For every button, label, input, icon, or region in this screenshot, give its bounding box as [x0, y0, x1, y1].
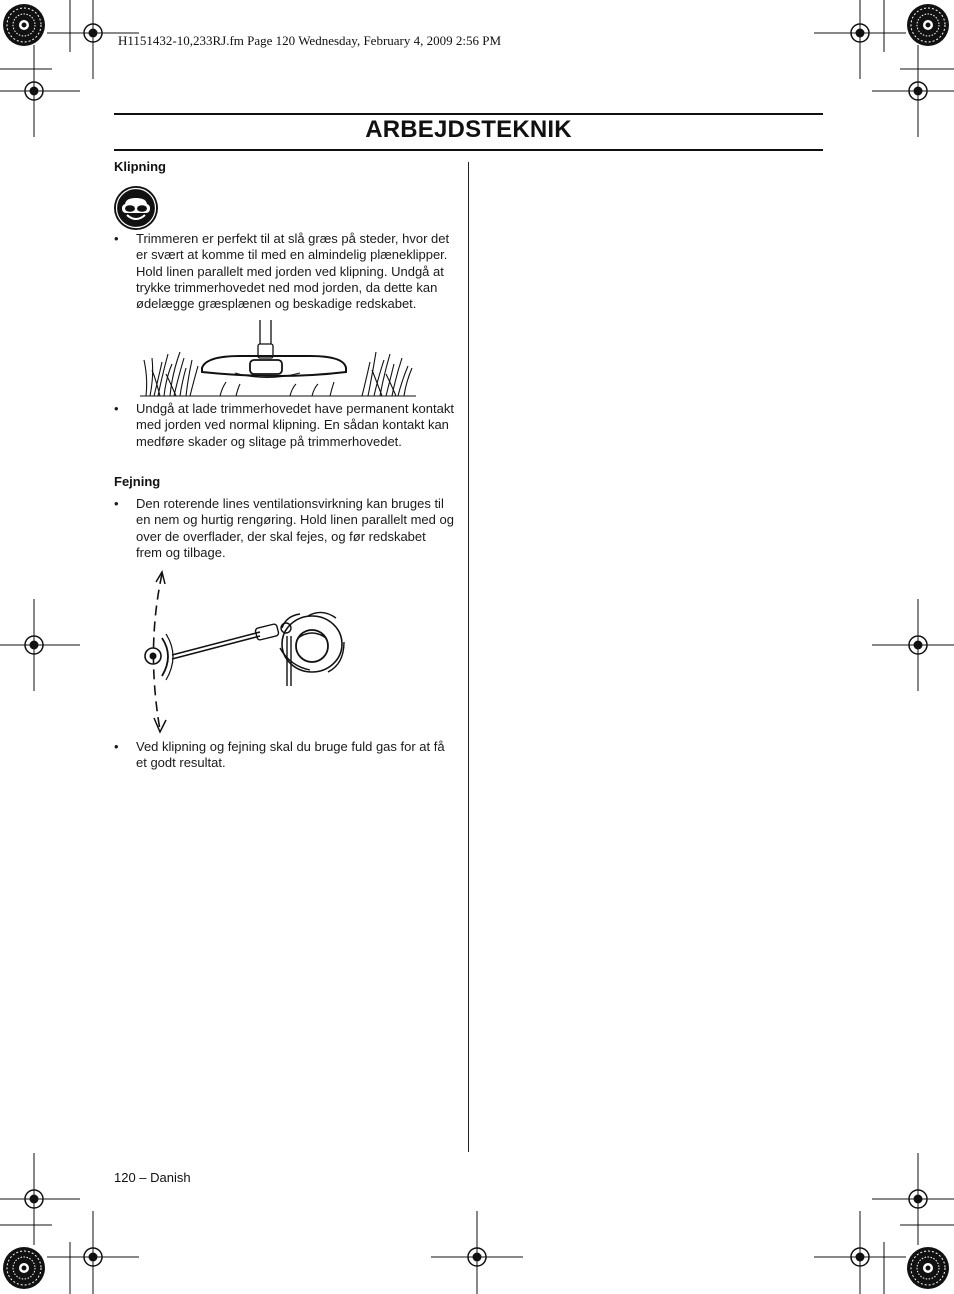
section-heading-klipning: Klipning	[114, 159, 166, 174]
page-title: ARBEJDSTEKNIK	[365, 116, 572, 143]
trimmer-head-in-grass-illustration	[140, 318, 420, 398]
bullet-symbol: •	[114, 401, 119, 416]
title-rule-top	[114, 113, 823, 115]
operator-sweeping-top-view-illustration	[140, 568, 360, 738]
bullet-symbol: •	[114, 496, 119, 511]
bullet-symbol: •	[114, 231, 119, 246]
bullet-symbol: •	[114, 739, 119, 754]
bullet-text: Trimmeren er perfekt til at slå græs på steder, hvor det er svært at komme til med en almindelig plæneklipper. Hold linen parallelt med jorden ved klipning. Undgå at trykke trimmerhovedet ned mod jorden, da dette kan ødelægge græsplænen og beskadige redskabet.	[136, 231, 450, 312]
file-header: H1151432-10,233RJ.fm Page 120 Wednesday, February 4, 2009 2:56 PM	[118, 33, 502, 48]
list-item	[114, 401, 454, 450]
protective-goggles-icon	[113, 185, 159, 231]
bullet-text: Ved klipning og fejning skal du bruge fuld gas for at få et godt resultat.	[136, 739, 445, 771]
list-item	[114, 739, 454, 772]
page-footer: 120 – Danish	[114, 1170, 191, 1185]
bullet-text: Den roterende lines ventilationsvirkning kan bruges til en nem og hurtig rengøring. Hold linen parallelt med og over de overflader, der skal fejes, og før redskabet frem og tilbage.	[136, 496, 454, 560]
section-heading-fejning: Fejning	[114, 474, 161, 489]
bullet-text: Undgå at lade trimmerhovedet have permanent kontakt med jorden ved normal klipning. En sådan kontakt kan medføre skader og slitage på trimmerhovedet.	[136, 401, 454, 449]
title-rule-bottom	[114, 149, 823, 151]
list-item	[114, 231, 454, 312]
column-divider	[468, 162, 469, 1152]
list-item	[114, 496, 454, 561]
